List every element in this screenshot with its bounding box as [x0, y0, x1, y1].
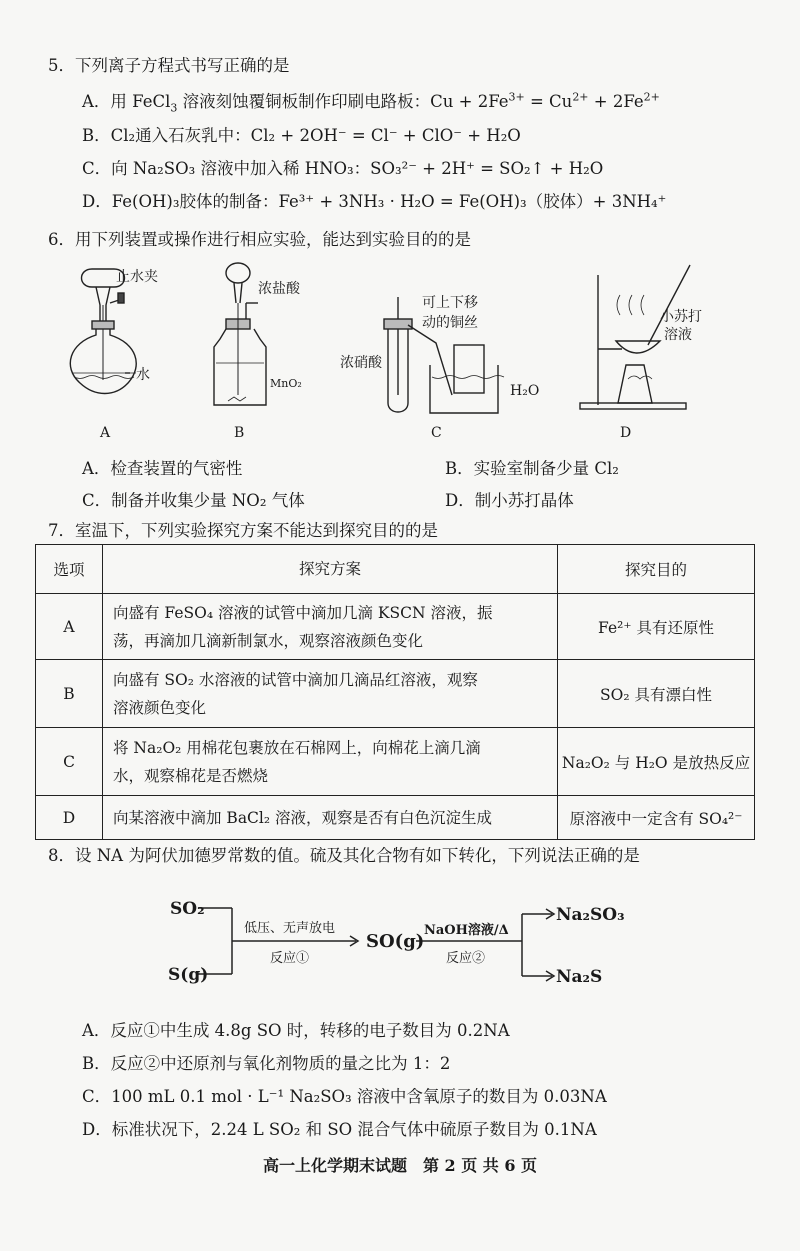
header-option: 选项 [36, 545, 103, 594]
q8-option-c: C．100 mL 0.1 mol · L⁻¹ Na₂SO₃ 溶液中含氧原子的数目为 0.03NA [82, 1087, 607, 1106]
q8-option-b: B．反应②中还原剂与氧化剂物质的量之比为 1：2 [82, 1054, 451, 1073]
q7-stem: 7．室温下，下列实验探究方案不能达到探究目的的是 [48, 521, 438, 540]
q8-option-a: A．反应①中生成 4.8g SO 时，转移的电子数目为 0.2NA [82, 1021, 510, 1040]
q8-option-d: D．标准状况下，2.24 L SO₂ 和 SO 混合气体中硫原子数目为 0.1NA [82, 1120, 597, 1139]
page-footer: 高一上化学期末试题 第 2 页 共 6 页 [262, 1156, 538, 1175]
scheme-so-gas: SO(g) [366, 931, 425, 952]
q6-option-b: B．实验室制备少量 Cl₂ [445, 459, 619, 478]
scheme-so2: SO₂ [170, 899, 205, 919]
label-a-clamp: 止水夹 [116, 269, 158, 285]
q6-option-c: C．制备并收集少量 NO₂ 气体 [82, 491, 305, 510]
panel-letter-d: D [620, 425, 632, 441]
panel-letter-a: A [100, 425, 111, 441]
label-c-acid: 浓硝酸 [340, 355, 382, 371]
header-plan: 探究方案 [103, 545, 558, 594]
q6-stem: 6．用下列装置或操作进行相应实验，能达到实验目的的是 [48, 230, 471, 249]
panel-letter-b: B [234, 425, 245, 441]
scheme-cond1-bottom: 反应① [270, 951, 310, 966]
scheme-cond1-top: 低压、无声放电 [244, 921, 336, 936]
q5-option-a: A．用 FeCl$_3$ 溶液刻蚀覆铜板制作印刷电路板：$Cu + 2Fe^{3+} = Cu^{2+} + 2Fe^{2+}$ [82, 90, 660, 115]
apparatus-a-flask [70, 269, 136, 394]
q7-table [35, 544, 755, 840]
scheme-cond2-top: NaOH溶液/Δ [424, 923, 509, 938]
scheme-s-gas: S(g) [168, 965, 209, 985]
table-header-row [36, 545, 755, 594]
label-c-wire-1: 可上下移 [422, 295, 478, 311]
q5-option-c: C．向 Na₂SO₃ 溶液中加入稀 HNO₃：SO₃²⁻ + 2H⁺ = SO₂↑ + H₂O [82, 159, 604, 178]
q6-apparatus-figure [0, 255, 800, 445]
label-c-water: H₂O [510, 383, 540, 399]
table-row: A 向盛有 FeSO₄ 溶液的试管中滴加几滴 KSCN 溶液，振 荡，再滴加几滴新制氯水，观察溶液颜色变化 Fe²⁺ 具有还原性 [36, 594, 755, 660]
scheme-na2so3: Na₂SO₃ [556, 905, 625, 925]
table-row: C 将 Na₂O₂ 用棉花包裹放在石棉网上，向棉花上滴几滴 水，观察棉花是否燃烧 Na₂O₂ 与 H₂O 是放热反应 [36, 728, 755, 796]
label-b-mno2: MnO₂ [270, 377, 302, 390]
label-b-acid: 浓盐酸 [258, 281, 300, 297]
q5-stem: 5．下列离子方程式书写正确的是 [48, 56, 290, 75]
panel-letter-c: C [431, 425, 442, 441]
table-row: D 向某溶液中滴加 BaCl₂ 溶液，观察是否有白色沉淀生成 原溶液中一定含有 SO₄²⁻ [36, 796, 755, 840]
header-goal: 探究目的 [558, 545, 755, 594]
scheme-na2s: Na₂S [556, 967, 603, 987]
q5-option-b: B．Cl₂通入石灰乳中：Cl₂ + 2OH⁻ = Cl⁻ + ClO⁻ + H₂O [82, 126, 521, 145]
q8-stem: 8．设 NA 为阿伏加德罗常数的值。硫及其化合物有如下转化，下列说法正确的是 [48, 846, 640, 865]
label-a-water: 水 [136, 367, 150, 383]
scheme-cond2-bottom: 反应② [446, 951, 486, 966]
q5-option-d: D．Fe(OH)₃胶体的制备：Fe³⁺ + 3NH₃ · H₂O = Fe(OH)₃（胶体）+ 3NH₄⁺ [82, 192, 667, 211]
q6-option-a: A．检查装置的气密性 [82, 459, 243, 478]
label-d-sol-1: 小苏打 [660, 309, 702, 325]
label-c-wire-2: 动的铜丝 [422, 315, 478, 331]
q8-reaction-scheme [0, 880, 800, 1000]
table-row: B 向盛有 SO₂ 水溶液的试管中滴加几滴品红溶液，观察 溶液颜色变化 SO₂ 具有漂白性 [36, 660, 755, 728]
q6-option-d: D．制小苏打晶体 [445, 491, 574, 510]
label-d-sol-2: 溶液 [664, 327, 692, 343]
